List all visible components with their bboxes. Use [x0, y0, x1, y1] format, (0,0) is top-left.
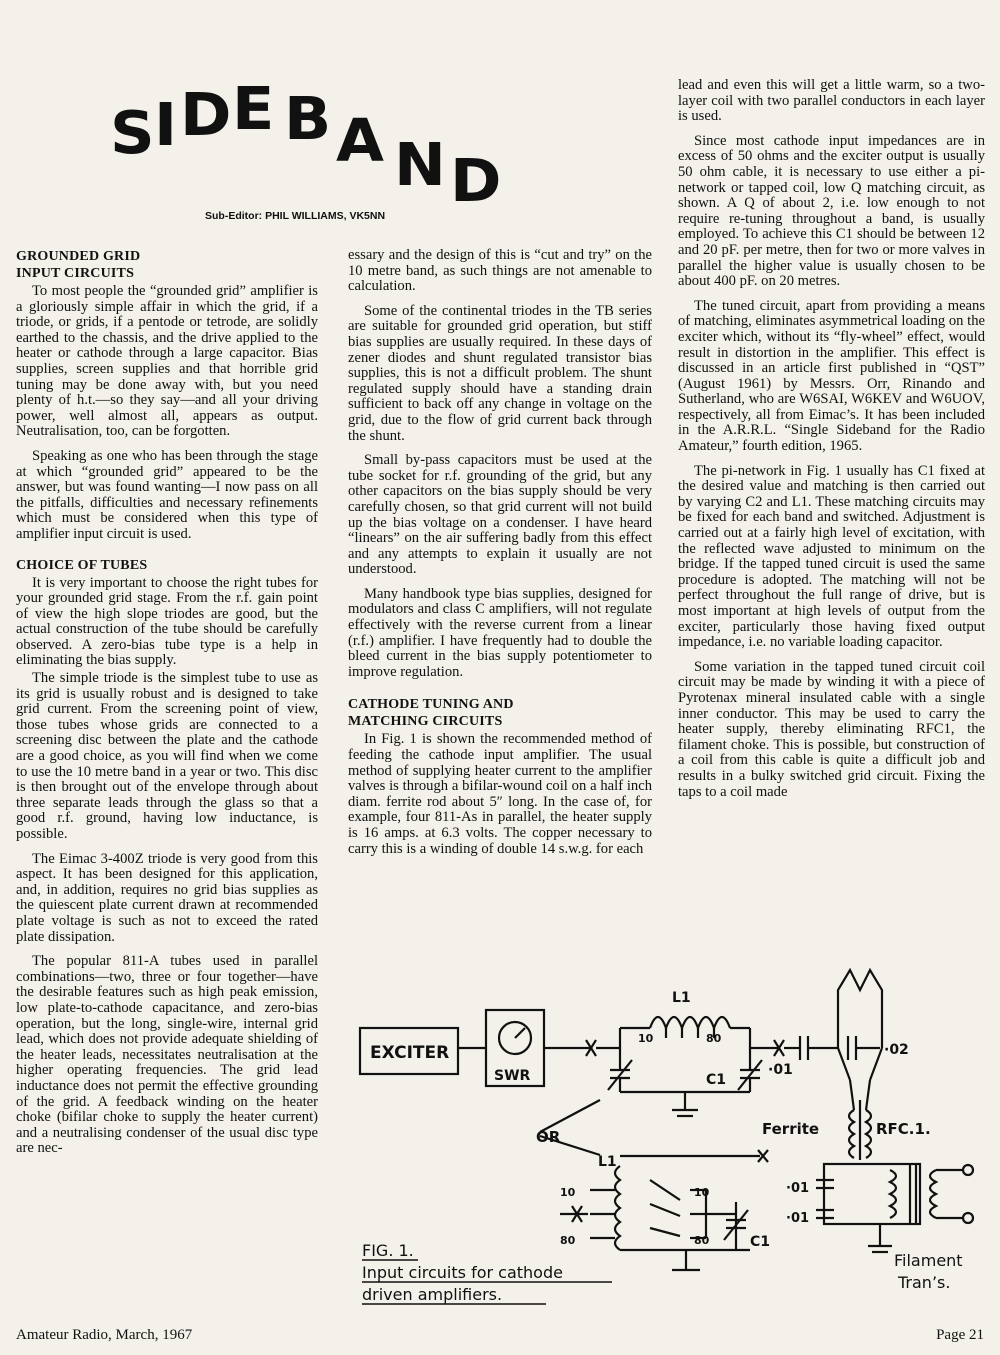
paragraph: lead and even this will get a little warm, so a two-layer coil with two parallel conductors in each layer is used.	[678, 77, 985, 125]
column-1	[16, 248, 318, 1166]
paragraph: The pi-network in Fig. 1 usually has C1 fixed at the desired value and matching is then carried out by varying C2 and L1. These matching circuits may be fixed for each band and switched. Adjustment is carried out at a fairly high level of excitation, with the reflected wave adjusted to minimum on the bridge. If the tapped tuned circuit is used the same procedure is adopted. The matching will not be perfect throughout the full range of drive, but is most important at high levels of output from the exciter, particularly those having fixed output impedance, i.e. no variable loading capacitor.	[678, 462, 985, 651]
fig-caption-line-2: driven amplifiers.	[362, 1285, 503, 1304]
paragraph: The Eimac 3-400Z triode is very good from this aspect. It has been designed for this application, and, in addition, requires no grid bias supplies as the quiescent plate current drawn at recommended plate voltage is such as not to exceed the rated plate dissipation.	[16, 850, 318, 945]
title-letter: B	[284, 83, 332, 154]
paragraph: The popular 811-A tubes used in parallel combinations—two, three or four together—have the desirable features such as high peak emission, low plate-to-cathode capacitance, and zero-bias operation, but the long, single-wire, internal grid lead, which does not provide adequate shielding of the heater leads, necessitates neutralisation at the higher operating frequencies. The grid lead inductance does not permit the effective grounding of the grid. A feedback winding on the heater choke (bifilar choke to supply the heater current) and a neutralising condenser of the usual disc type are nec-	[16, 953, 318, 1157]
filament-label-2: Tran’s.	[898, 1273, 951, 1292]
cap-01-b-label: ·01	[786, 1211, 810, 1226]
tap-10-bottom-left: 10	[560, 1186, 576, 1199]
cap-01-label: ·01	[768, 1062, 793, 1078]
fig-caption-line-1: Input circuits for cathode	[362, 1263, 563, 1282]
heading-choice-of-tubes: CHOICE OF TUBES	[16, 557, 148, 573]
sub-editor-credit: Sub-Editor: PHIL WILLIAMS, VK5NN	[205, 210, 386, 222]
heading-grounded-grid: GROUNDED GRID INPUT CIRCUITS	[16, 249, 141, 281]
c1-bottom-label: C1	[750, 1234, 771, 1250]
fig-number: FIG. 1.	[362, 1241, 414, 1260]
paragraph: Some of the continental triodes in the TB series are suitable for grounded grid operation, but stiff bias supplies are usually required. In these days of zener diodes and shunt regulated transistor bias supplies, this is not a difficult problem. The shunt regulated supply should have a standing drain sufficient to back off any change in voltage on the grid, due to the flow of grid current back through the shunt.	[348, 302, 652, 444]
tap-10-bottom-right: 10	[694, 1186, 710, 1199]
tap-80-bottom-left: 80	[560, 1234, 576, 1247]
title-letter: D	[180, 79, 232, 150]
c1-top-label: C1	[706, 1072, 727, 1088]
ferrite-label: Ferrite	[762, 1120, 820, 1138]
title-letter: A	[336, 105, 384, 176]
fig-1-circuit-diagram	[350, 960, 990, 1315]
paragraph: The simple triode is the simplest tube to use as its grid is usually robust and is designed to take grid current. From the screening point of view, those tubes whose grids are connected to a screening disc between the plate and the cathode are a good choice, as you will find when we come to use the 10 metre band in a year or two. This disc is then brought out of the envelope through about three separate leads through the glass so that a good r.f. ground, having low inductance, is possible.	[16, 670, 318, 842]
paragraph: Some variation in the tapped tuned circuit coil circuit may be made by winding it with a piece of Pyrotenax mineral insulated cable with a single inner conductor. This may be used to carry the heater supply, thereby eliminating RFC1, the filament choke. This is possible, but construction of a coil from this cable is quite a difficult job and results in a bulky switched grid circuit. Fixing the taps to a coil made	[678, 658, 985, 800]
paragraph: To most people the “grounded grid” amplifier is a gloriously simple affair in which the grid, if a triode, or grids, if a pentode or tetrode, are solidly earthed to the chassis, and the drive applied to the heater or cathode through a large capacitor. Bias supplies, screen supplies and that horrible grid tuning may be done away with, but you need plenty of h.t.—so they say—and all your driving power, well almost all, appears as output. Neutralisation, too, can be forgotten.	[16, 283, 318, 440]
swr-label: SWR	[494, 1068, 531, 1084]
title-letter: S	[110, 97, 155, 168]
sideband-logo	[110, 70, 570, 220]
tap-80-top: 80	[706, 1032, 722, 1045]
title-letter: I	[154, 89, 178, 160]
paragraph: Speaking as one who has been through the stage at which “grounded grid” appeared to be the answer, but was found wanting—I now pass on all the pitfalls, difficulties and necessary refinements which must be considered when this type of amplifier input circuit is used.	[16, 447, 318, 542]
column-3	[678, 78, 985, 809]
tap-10-top: 10	[638, 1032, 654, 1045]
column-2	[348, 248, 652, 866]
exciter-label: EXCITER	[370, 1043, 450, 1063]
rfc-label: RFC.1.	[876, 1120, 931, 1138]
footer-page-number: Page 21	[936, 1327, 984, 1343]
or-label: OR	[536, 1128, 561, 1146]
title-letter: E	[232, 73, 275, 144]
l1-bottom-label: L1	[598, 1154, 617, 1170]
title-letter: N	[394, 129, 446, 200]
paragraph: It is very important to choose the right tubes for your grounded grid stage. From the r.f. gain point of view the high slope triodes are good, but the actual construction of the tube should be carefully observed. A zero-bias tube type is a help in eliminating the bias supply.	[16, 574, 318, 669]
paragraph: Small by-pass capacitors must be used at the tube socket for r.f. grounding of the grid, but any other capacitors on the bias supply should be very carefully chosen, so that grid current will not build up the bias voltage on a condenser. I have heard “linears” on the air suffering badly from this effect and any attempts to explain it usually are not understood.	[348, 452, 652, 578]
cap-01-a-label: ·01	[786, 1181, 810, 1196]
footer-publication: Amateur Radio, March, 1967	[16, 1327, 193, 1343]
filament-label-1: Filament	[894, 1251, 963, 1270]
cap-02-label: ·02	[884, 1042, 909, 1058]
paragraph: Many handbook type bias supplies, designed for modulators and class C amplifiers, will not regulate effectively with the reverse current from a linear (r.f.) amplifier. I have frequently had to double the bleed current in the bias supply potentiometer to improve regulation.	[348, 585, 652, 680]
paragraph: In Fig. 1 is shown the recommended method of feeding the cathode input amplifier. The usual method of supplying heater current to the amplifier valves is through a bifilar-wound coil on a half inch diam. ferrite rod about 5″ long. In the case of, for example, four 811-As in parallel, the heater supply is 16 amps. at 6.3 volts. The copper necessary to carry this is a winding of double 14 s.w.g. for each	[348, 731, 652, 857]
paragraph: essary and the design of this is “cut and try” on the 10 metre band, as such things are not amenable to calculation.	[348, 247, 652, 295]
title-letter: D	[450, 145, 502, 216]
paragraph: The tuned circuit, apart from providing a means of matching, eliminates asymmetrical loading on the exciter which, without its “fly-wheel” effect, would result in distortion in the amplifier. This effect is discussed in an article first published in “QST” (August 1961) by Messrs. Orr, Rinando and Sutherland, who are W6SAI, W6KEV and W6UOV, respectively, all from Eimac’s. It has been included in the A.R.R.L. “Single Sideband for the Radio Amateur,” fourth edition, 1965.	[678, 297, 985, 455]
heading-cathode-tuning: CATHODE TUNING AND MATCHING CIRCUITS	[348, 697, 514, 730]
tap-80-bottom-right: 80	[694, 1234, 710, 1247]
l1-top-label: L1	[672, 990, 691, 1006]
paragraph: Since most cathode input impedances are in excess of 50 ohms and the exciter output is usually 50 ohm cable, it is necessary to use either a pi-network or tapped coil, low Q matching circuit, as shown. A Q of about 2, i.e. low enough to not require re-tuning throughout a band, is usually employed. To achieve this C1 should be between 12 and 20 pF. per metre, then for two or more valves in parallel the higher value is usually chosen to be about 400 pF. on 20 metres.	[678, 132, 985, 290]
